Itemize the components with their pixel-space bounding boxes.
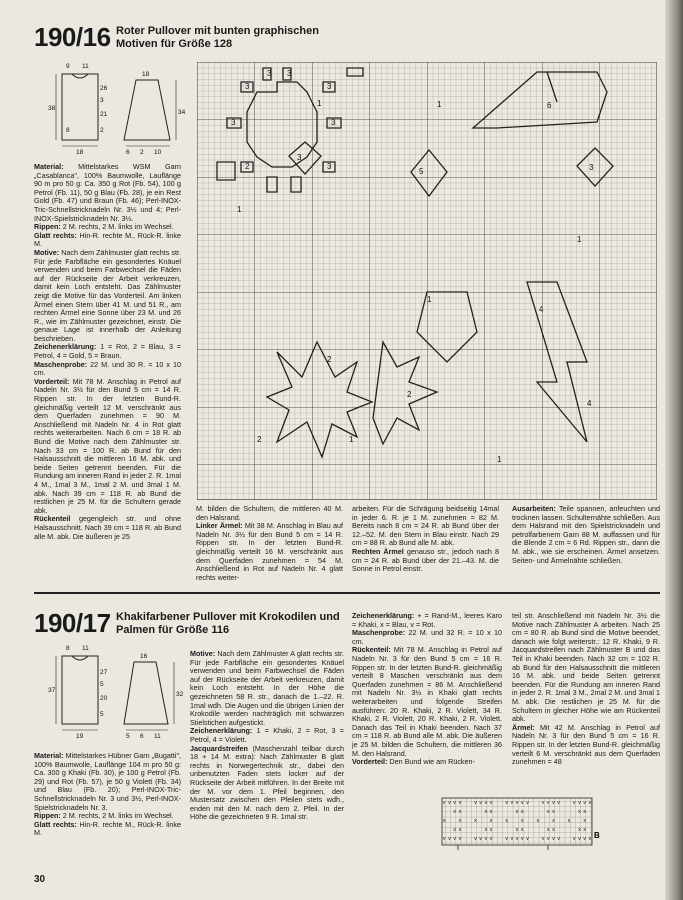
instruction-paragraph (34, 361, 181, 378)
paragraph-text: Hin-R. rechte M., Rück-R. linke M. (34, 230, 181, 249)
paragraph-heading: Rückenteil (34, 514, 79, 524)
chart-color-code: 2 (407, 390, 412, 399)
paragraph-text: Den Bund wie am Rücken- (389, 757, 475, 767)
schematic-label: 21 (100, 111, 108, 118)
paragraph-text: 22 M. und 30 R. = 10 x 10 cm. (34, 359, 181, 378)
jacquard-symbol: v (526, 836, 529, 842)
jacquard-symbol: v (521, 800, 524, 806)
jacquard-symbol: v (453, 800, 456, 806)
instruction-paragraph (34, 515, 181, 541)
jacquard-symbol: v (443, 800, 446, 806)
paragraph-heading: Material: (34, 162, 79, 171)
chart-color-code: 3 (327, 162, 332, 171)
jacquard-chart (440, 796, 605, 852)
instruction-paragraph (190, 650, 344, 727)
paragraph-heading: Rückenteil: (352, 645, 394, 655)
paragraph-text: teil str. Anschließend mit Nadeln Nr. 3½ die Motive nach Zählmuster A arbeiten. Nach 25 cm = 80 R. ab Bund sind die Motive beendet, danach wie folgt weiterstr.: 12 R. Khaki, 9 R. Jacquardstreifen nach Zählmuster B und das Teil in Khaki beenden. Nach 32 cm = 102 R. ab Bund für den Halsausschnitt die mittleren 16 M. abk. und beide Seiten getrennt beenden. Für die Rundung am inneren Rand in jeder 2. R. 1mal 3 M., 2mal 2 M. und 3mal 1 M. abk. Die restlichen je 25 M. für die Schultern in gleicher Höhe wie am Rückenteil abk. (512, 611, 660, 724)
instruction-column (196, 505, 343, 582)
schematic-label: 5 (100, 681, 104, 688)
jacquard-symbol: v (448, 800, 451, 806)
paragraph-text: Mit 42 M. Anschlag in Petrol auf Nadeln Nr. 3 für den Bund 5 cm = 16 R. Rippen str. In der letzten Bund-R. gleichmäßig verteilt 6 M. verschränkt aus dem Querfaden zunehmen = 48 (512, 722, 661, 767)
jacquard-symbol: x (489, 827, 493, 833)
jacquard-symbol: v (583, 800, 586, 806)
instruction-paragraph (196, 505, 343, 522)
jacquard-symbol: x (505, 818, 508, 824)
jacquard-symbol: v (541, 800, 545, 806)
paragraph-text: 22 M. und 32 R. = 10 x 10 cm. (352, 628, 502, 646)
jacquard-symbol: v (588, 836, 592, 842)
chart-color-code: 1 (349, 435, 354, 444)
jacquard-symbol: x (453, 809, 456, 815)
jacquard-symbol: v (515, 800, 519, 806)
jacquard-symbol: v (479, 800, 482, 806)
jacquard-symbol: v (510, 800, 514, 806)
jacquard-symbol: x (547, 827, 550, 833)
jacquard-symbol: x (521, 809, 524, 815)
chart-color-code: 4 (539, 305, 544, 314)
schematic-label: 37 (48, 687, 56, 694)
paragraph-text: Nach dem Zählmuster A glatt rechts str. Für jede Farbfläche ein gesondertes Knäuel verwenden und beim Farbwechsel die Fäden auf der Rückseite der Arbeit verkreuzen, damit kein Loch entsteht. In der Höhe die gezeichneten 58 R. str., danach die 1.–22. R. 1mal wdh. Die Augen und die übrigen Linien der Krokodile werden nachträglich mit schwarzen Stielstichen aufgestickt. (190, 649, 344, 727)
instruction-column (34, 163, 181, 541)
paragraph-text: + = Rand-M., leeres Karo = Khaki, x = Blau, v = Rot. (352, 611, 502, 629)
jacquard-symbol: x (552, 809, 555, 815)
jacquard-symbol: v (479, 836, 482, 842)
jacquard-symbol: v (489, 800, 493, 806)
instruction-paragraph (34, 232, 181, 249)
schematic-label: 32 (176, 691, 184, 698)
instruction-paragraph (190, 745, 344, 822)
paragraph-heading: Glatt rechts: (34, 230, 80, 240)
jacquard-symbol: v (515, 836, 519, 842)
jacquard-symbol: v (484, 800, 488, 806)
jacquard-symbol: x (583, 809, 586, 815)
instruction-paragraph (34, 821, 181, 838)
jacquard-symbol: v (573, 836, 576, 842)
jacquard-symbol: v (453, 836, 456, 842)
instruction-column (352, 505, 499, 574)
jacquard-symbol: v (547, 800, 550, 806)
paragraph-text: gegengleich str. und ohne Halsausschnitt. Nach 39 cm = 118 R. ab Bund alle M. abk. Die äußeren je 25 (34, 514, 181, 541)
jacquard-symbol: x (489, 809, 493, 815)
jacquard-symbol: v (583, 836, 586, 842)
schematic-label: 38 (48, 105, 56, 112)
instruction-column (512, 505, 660, 565)
jacquard-symbol: x (578, 827, 581, 833)
chart-marker: B (594, 831, 600, 840)
schematic-label: 5 (100, 711, 104, 718)
paragraph-heading: Zeichenerklärung: (352, 611, 418, 620)
paragraph-heading: Jacquardstreifen (190, 743, 253, 753)
jacquard-symbol: v (588, 800, 592, 806)
jacquard-symbol: x (474, 818, 477, 824)
jacquard-symbol: v (578, 836, 581, 842)
jacquard-symbol: x (547, 809, 550, 815)
chart-color-code: 3 (331, 118, 336, 127)
schematic-label: 2 (140, 149, 144, 156)
instruction-paragraph (512, 724, 660, 767)
instruction-paragraph (34, 163, 181, 223)
schematic-label: 8 (66, 645, 70, 652)
jacquard-symbol: v (521, 836, 524, 842)
paragraph-heading: Material: (34, 751, 66, 760)
paragraph-heading: Glatt rechts: (34, 819, 80, 829)
jacquard-symbol: x (578, 809, 581, 815)
jacquard-symbol: v (552, 800, 555, 806)
paragraph-heading: Vorderteil: (352, 757, 390, 767)
paragraph-text: Mit 38 M. Anschlag in Blau auf Nadeln Nr. 3½ für den Bund 5 cm = 14 R. Rippen str. In der letzten Bund-R. gleichmäßig verteilt 16 M. verschränkt aus dem Querfaden zunehmen = 54 M. Anschließend in Rot auf Nadeln Nr. 4 glatt rechts weiter- (196, 521, 343, 582)
instruction-paragraph (34, 752, 181, 812)
section-divider (34, 592, 660, 594)
garment-schematic (36, 640, 184, 740)
paragraph-text: Mit 78 M. Anschlag in Petrol auf Nadeln Nr. 3½ für den Bund 5 cm = 14 R. Rippen str. In der letzten Bund-R. gleichmäßig verteilt 12 M. verschränkt aus dem Querfaden zunehmen = 90 M. Anschließend mit Nadeln Nr. 4 in Rot glatt rechts weiterarbeiten. Nach 6 cm = 18 R. ab Bund die Motive nach dem Zählmuster str. Nach 33 cm = 100 R. ab Bund für den Halsausschnitt die mittleren 16 M. abk. und beide Seiten getrennt beenden. Für die Rundung am inneren Rand in jeder 2. R. 1mal 4 M., 1mal 3 M., 1mal 2 M. und 3mal 1 M. abk. Nach 39 cm = 118 R. ab Bund die restlichen je 25 M. für die Schultern gerade abk. (34, 376, 181, 515)
instruction-column (34, 752, 181, 838)
paragraph-text: Mittelstarkes Hübner Garn „Bugatti", 100% Baumwolle, Lauflänge 104 m pro 50 g: Ca. 300 g Khaki (Fb. 30), je 100 g Petrol (Fb. 29) und Rot (Fb. 57), je 50 g Violett (Fb. 34) und Blau (Fb. 20); Perl-INOX-Tric-Schnellstricknadeln Nr. 3 und 3½, Perl-INOX-Spielstricknadeln Nr. 3. (34, 751, 182, 812)
chart-color-code: 3 (327, 82, 332, 91)
jacquard-symbol: x (515, 827, 519, 833)
schematic-label: 3 (100, 97, 104, 104)
jacquard-symbol: v (505, 836, 508, 842)
schematic-label: 16 (140, 653, 148, 660)
schematic-label: 18 (142, 71, 150, 78)
instruction-paragraph (352, 758, 502, 767)
jacquard-symbol: x (521, 827, 524, 833)
jacquard-symbol: x (458, 827, 462, 833)
paragraph-heading: Motive: (190, 649, 218, 658)
chart-color-code: 4 (587, 399, 592, 408)
article-title-line: Roter Pullover mit bunten graphischen (116, 25, 319, 37)
jacquard-symbol: v (474, 836, 477, 842)
paragraph-text: Nach dem Zählmuster glatt rechts str. Für jede Farbfläche ein gesondertes Knäuel verwenden und beim Farbwechsel die Fäden auf der Rückseite der Arbeit verkreuzen, damit kein Loch entsteht. Das Zählmuster zeigt die Motive für das Vorderteil. Am linken Ärmel einen Stern über 41 M. und 51 R., am rechten Ärmel eine Sonne über 23 M. und 26 R., wie im Zählmuster gezeichnet, einstr. Die genaue Lage ist innerhalb der Anleitung beschrieben. (34, 247, 182, 343)
jacquard-symbol: x (458, 809, 462, 815)
jacquard-symbol: x (458, 818, 462, 824)
chart-color-code: 5 (419, 167, 424, 176)
jacquard-symbol: x (443, 818, 446, 824)
paragraph-heading: Rippen: (34, 811, 63, 821)
schematic-label: 6 (126, 149, 130, 156)
chart-color-code: 1 (497, 455, 502, 464)
paragraph-heading: Ärmel: (512, 722, 540, 732)
chart-color-code: 3 (231, 118, 236, 127)
chart-color-code: 1 (237, 205, 242, 214)
schematic-label: 19 (76, 733, 84, 740)
jacquard-symbol: x (583, 827, 586, 833)
paragraph-text: 1 = Rot, 2 = Blau, 3 = Petrol, 4 = Gold, 5 = Braun. (34, 342, 181, 361)
paragraph-text: 1 = Khaki, 2 = Rot, 3 = Petrol, 4 = Violett. (190, 726, 344, 744)
jacquard-symbol: v (552, 836, 555, 842)
instruction-paragraph (512, 505, 660, 565)
chart-color-code: 3 (287, 69, 292, 78)
instruction-paragraph (352, 612, 502, 629)
instruction-paragraph (34, 378, 181, 516)
schematic-label: 2 (100, 127, 104, 134)
schematic-label: 11 (82, 645, 89, 652)
chart-color-code: 3 (267, 69, 272, 78)
instruction-paragraph (34, 249, 181, 344)
instruction-column (352, 612, 502, 767)
chart-color-code: 1 (317, 99, 322, 108)
jacquard-symbol: v (573, 800, 576, 806)
paragraph-text: arbeiten. Für die Schrägung beidseitig 14mal in jeder 6. R. je 1 M. zunehmen = 82 M. Bereits nach 8 cm = 24 R. ab Bund über der 12.–52. M. den Stern in Blau einstr. Nach 29 cm = 88 R. ab Bund alle M. abk. (352, 504, 499, 548)
instruction-paragraph (512, 612, 660, 724)
paragraph-heading: Maschenprobe: (352, 628, 409, 638)
paragraph-heading: Motive: (34, 247, 62, 257)
instruction-column (190, 650, 344, 822)
jacquard-symbol: x (521, 818, 524, 824)
paragraph-text: Mittelstarkes WSM Garn „Casablanca", 100% Baumwolle, Lauflänge 90 m pro 50 g: Ca. 350 g Rot (Fb. 54), 100 g Petrol (Fb. 11), 50 g Blau (Fb. 28), je ein Rest Gold (Fb. 47) und Braun (Fb. 46); Perl-INOX-Tric-Schnellstricknadeln Nr. 3½ und 4; Perl-INOX-Spielstricknadeln Nr. 3½. (34, 162, 181, 223)
schematic-label: 11 (154, 733, 161, 740)
chart-color-code: 2 (327, 355, 332, 364)
paragraph-text: Teile spannen, anfeuchten und trocknen lassen. Schulternähte schließen. Aus dem Halsrand mit den Spielstricknadeln und petrolfarbenem Garn 88 M. auffassen und für die Blende 2 cm = 6 Rd. Rippen str., dann die M. abk., wie sie erscheinen. Ärmel ansetzen. Seiten- und Ärmelnähte schließen. (512, 504, 660, 565)
chart-color-code: 1 (427, 295, 432, 304)
paragraph-heading: Zeichenerklärung: (34, 342, 101, 352)
paragraph-heading: Rechten Ärmel (352, 546, 407, 556)
instruction-paragraph (352, 646, 502, 758)
jacquard-symbol: v (510, 836, 514, 842)
jacquard-symbol: x (484, 827, 488, 833)
instruction-paragraph (190, 727, 344, 744)
schematic-label: 6 (140, 733, 144, 740)
jacquard-symbol: v (474, 800, 477, 806)
article-title (116, 611, 340, 636)
chart-color-code: 3 (589, 163, 594, 172)
paragraph-heading: Zeichenerklärung: (190, 726, 257, 736)
article-number: 190/16 (34, 22, 111, 52)
jacquard-symbol: v (547, 836, 550, 842)
article-title-line: Palmen für Größe 116 (116, 623, 230, 636)
garment-schematic (36, 60, 188, 156)
jacquard-symbol: v (489, 836, 493, 842)
paragraph-heading: Rippen: (34, 222, 63, 232)
schematic-label: 9 (66, 63, 70, 70)
paragraph-text: Hin-R. rechte M., Rück-R. linke M. (34, 819, 181, 838)
instruction-paragraph (352, 629, 502, 646)
jacquard-symbol: v (578, 800, 581, 806)
instruction-paragraph (34, 343, 181, 360)
jacquard-symbol: x (552, 818, 555, 824)
article-number: 190/17 (34, 608, 111, 638)
jacquard-symbol: x (552, 827, 555, 833)
page-number: 30 (34, 874, 46, 885)
paragraph-text: (Maschenzahl teilbar durch 18 + 14 M. extra): Nach Zählmuster B glatt rechts in Norwegertechnik str., dabei den unbenutzten Faden stets locker auf der Rückseite der Arbeit mitführen. In der Breite mit der M. vor dem 1. Pfeil beginnen, den Mustersatz zwischen den Pfeilen stets wdh., enden mit den M. nach dem 2. Pfeil. In der Höhe die gezeichneten 9 R. 1mal str. (190, 743, 344, 822)
jacquard-symbol: v (458, 836, 462, 842)
knitting-chart (197, 62, 657, 500)
instruction-paragraph (196, 522, 343, 582)
jacquard-symbol: x (515, 809, 519, 815)
jacquard-symbol: v (484, 836, 488, 842)
jacquard-symbol: x (484, 809, 488, 815)
jacquard-symbol: v (458, 800, 462, 806)
schematic-label: 18 (76, 149, 84, 156)
article-title-line: Khakifarbener Pullover mit Krokodilen und (116, 611, 340, 623)
schematic-label: 10 (154, 149, 162, 156)
jacquard-symbol: v (443, 836, 446, 842)
paragraph-text: 2 M. rechts, 2 M. links im Wechsel. (62, 811, 174, 821)
chart-color-code: 2 (257, 435, 262, 444)
chart-color-code: 1 (577, 235, 582, 244)
schematic-label: 26 (100, 85, 108, 92)
schematic-label: 34 (178, 109, 186, 116)
jacquard-symbol: v (526, 800, 529, 806)
jacquard-symbol: v (541, 836, 545, 842)
jacquard-symbol: x (489, 818, 493, 824)
paragraph-text: Mit 78 M. Anschlag in Petrol auf Nadeln Nr. 3 für den Bund 5 cm = 16 R. Rippen str. In der letzten Bund-R. gleichmäßig verteilt 8 Maschen verschränkt aus dem Querfaden zunehmen = 86 M. Anschließend mit Nadeln Nr. 3½ in Khaki glatt rechts weiterarbeiten und folgende Streifen ausführen: 20 R. Khaki, 2 R. Violett, 34 R. Khaki, 2 R. Violett, 20 R. Khaki, 2 R. Violett. Danach das Teil in Khaki beenden. Nach 37 cm = 118 R. ab Bund alle M. abk. Die äußeren je 25 M. bilden die Schultern, die mittleren 36 M. den Halsrand. (352, 645, 502, 758)
schematic-label: 8 (66, 127, 70, 134)
jacquard-symbol: v (448, 836, 451, 842)
paragraph-heading: Vorderteil: (34, 376, 73, 386)
schematic-label: 27 (100, 669, 108, 676)
jacquard-symbol: x (567, 818, 571, 824)
paragraph-heading: Maschenprobe: (34, 359, 91, 369)
chart-color-code: 2 (245, 162, 250, 171)
chart-color-code: 1 (437, 100, 442, 109)
instruction-column (512, 612, 660, 767)
jacquard-symbol: x (583, 818, 586, 824)
jacquard-symbol: v (557, 800, 560, 806)
jacquard-symbol: x (453, 827, 456, 833)
jacquard-symbol: v (505, 800, 508, 806)
schematic-label: 20 (100, 695, 108, 702)
chart-color-code: 3 (245, 82, 250, 91)
page-gutter-shadow (665, 0, 683, 900)
chart-color-code: 3 (297, 153, 302, 162)
article-title (116, 25, 319, 50)
chart-color-code: 6 (547, 101, 552, 110)
paragraph-heading: Linker Ärmel: (196, 521, 245, 531)
paragraph-heading: Ausarbeiten: (512, 504, 559, 513)
instruction-paragraph (352, 548, 499, 574)
schematic-label: 5 (126, 733, 130, 740)
article-title-line: Motiven für Größe 128 (116, 37, 233, 50)
paragraph-text: genauso str., jedoch nach 8 cm = 24 R. ab Bund über der 21.–43. M. die Sonne in Petrol einstr. (352, 546, 499, 574)
paragraph-text: 2 M. rechts, 2 M. links im Wechsel. (62, 222, 174, 232)
schematic-label: 11 (82, 63, 89, 70)
jacquard-symbol: x (536, 818, 540, 824)
jacquard-symbol: v (557, 836, 560, 842)
instruction-paragraph (352, 505, 499, 548)
paragraph-text: M. bilden die Schultern, die mittleren 40 M. den Halsrand. (196, 504, 343, 522)
